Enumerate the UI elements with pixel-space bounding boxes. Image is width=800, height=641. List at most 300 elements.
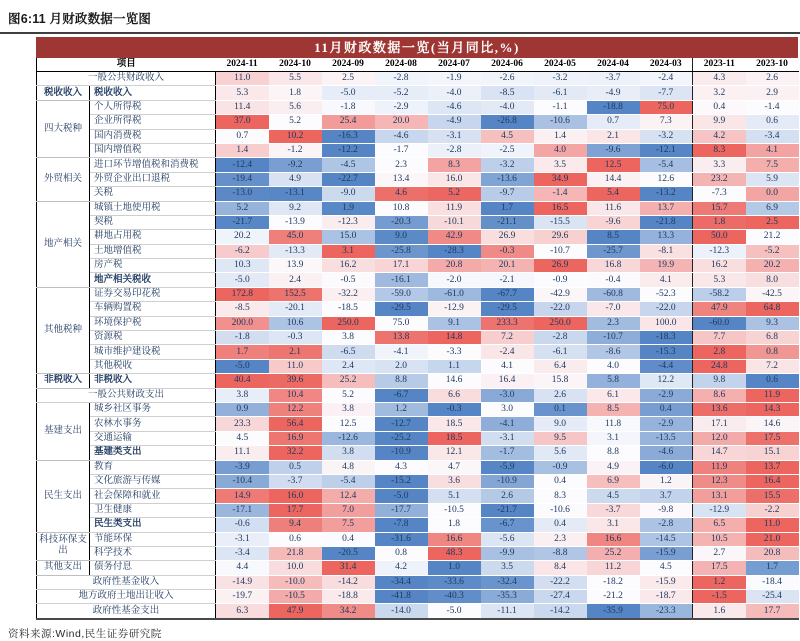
value-cell: -60.8 — [587, 287, 640, 301]
value-cell: 2.4 — [269, 273, 322, 287]
value-cell: 16.2 — [322, 259, 375, 273]
group-cell: 其他支出 — [37, 561, 90, 575]
value-cell: 1.8 — [428, 518, 481, 532]
value-cell: 39.6 — [269, 374, 322, 388]
value-cell: 16.6 — [428, 532, 481, 546]
value-cell: 9.9 — [693, 115, 746, 129]
value-cell: -25.2 — [375, 431, 428, 445]
group-cell: 地产相关 — [37, 201, 90, 287]
value-cell: -40.3 — [428, 590, 481, 604]
value-cell: -6.1 — [534, 345, 587, 359]
value-cell: 14.9 — [216, 489, 269, 503]
table-row — [37, 345, 799, 359]
value-cell: 20.1 — [481, 259, 534, 273]
value-cell: 2.3 — [534, 532, 587, 546]
value-cell: 8.4 — [534, 561, 587, 575]
value-cell: 25.4 — [322, 115, 375, 129]
value-cell: -0.9 — [534, 273, 587, 287]
value-cell: -0.4 — [587, 273, 640, 287]
value-cell: 5.2 — [322, 388, 375, 402]
value-cell: 5.6 — [269, 100, 322, 114]
value-cell: 4.3 — [375, 460, 428, 474]
value-cell: -12.1 — [640, 143, 693, 157]
table-row — [37, 302, 799, 316]
value-cell: 12.5 — [322, 417, 375, 431]
value-cell: 8.8 — [375, 374, 428, 388]
value-cell: 4.6 — [375, 187, 428, 201]
value-cell: 3.8 — [216, 388, 269, 402]
group-cell: 科技环保支出 — [37, 532, 90, 561]
value-cell: 9.4 — [269, 518, 322, 532]
value-cell: 31.4 — [322, 561, 375, 575]
value-cell: -21.7 — [481, 503, 534, 517]
value-cell: -29.5 — [481, 302, 534, 316]
value-cell: 4.2 — [693, 129, 746, 143]
value-cell: 10.3 — [216, 259, 269, 273]
value-cell: -2.0 — [428, 273, 481, 287]
value-cell: 233.3 — [481, 316, 534, 330]
column-header: 2023-11 — [693, 58, 746, 72]
value-cell: -3.7 — [269, 474, 322, 488]
value-cell: -10.6 — [534, 503, 587, 517]
table-row — [37, 72, 799, 86]
value-cell: 7.3 — [640, 115, 693, 129]
value-cell: -15.2 — [375, 474, 428, 488]
value-cell: 6.6 — [428, 388, 481, 402]
value-cell: 6.3 — [216, 604, 269, 619]
table-row — [37, 575, 799, 589]
value-cell: 9.3 — [746, 316, 799, 330]
value-cell: -35.3 — [481, 590, 534, 604]
row-label: 车辆购置税 — [90, 302, 216, 316]
table-row — [37, 460, 799, 474]
value-cell: -2.9 — [640, 388, 693, 402]
value-cell: 250.0 — [534, 316, 587, 330]
value-cell: 0.6 — [269, 532, 322, 546]
value-cell: 6.5 — [693, 518, 746, 532]
value-cell: 4.4 — [216, 561, 269, 575]
value-cell: 2.8 — [693, 345, 746, 359]
value-cell: 24.8 — [693, 359, 746, 373]
value-cell: 14.6 — [746, 417, 799, 431]
value-cell: -2.8 — [375, 72, 428, 86]
value-cell: 250.0 — [322, 316, 375, 330]
row-label: 交通运输 — [90, 431, 216, 445]
value-cell: 5.8 — [587, 374, 640, 388]
value-cell: 100.0 — [640, 316, 693, 330]
value-cell: 47.9 — [693, 302, 746, 316]
value-cell: -14.9 — [216, 575, 269, 589]
value-cell: 4.1 — [481, 359, 534, 373]
value-cell: 45.0 — [269, 230, 322, 244]
value-cell: 200.0 — [216, 316, 269, 330]
value-cell: -0.9 — [534, 460, 587, 474]
value-cell: -1.1 — [534, 100, 587, 114]
value-cell: -18.3 — [640, 331, 693, 345]
value-cell: 10.0 — [269, 561, 322, 575]
table-row — [37, 201, 799, 215]
table-header — [37, 58, 799, 72]
value-cell: -13.5 — [640, 431, 693, 445]
value-cell: -15.3 — [640, 345, 693, 359]
title-divider — [0, 32, 800, 34]
value-cell: -2.9 — [640, 417, 693, 431]
value-cell: 0.1 — [534, 402, 587, 416]
value-cell: -8.1 — [640, 244, 693, 258]
table-row — [37, 604, 799, 619]
value-cell: -2.4 — [481, 345, 534, 359]
value-cell: 2.0 — [375, 359, 428, 373]
value-cell: 2.4 — [322, 359, 375, 373]
value-cell: 0.8 — [375, 546, 428, 560]
value-cell: 3.5 — [534, 158, 587, 172]
table-row — [37, 187, 799, 201]
value-cell: 0.9 — [216, 402, 269, 416]
table-row — [37, 230, 799, 244]
value-cell: 4.5 — [216, 431, 269, 445]
value-cell: 0.5 — [269, 460, 322, 474]
value-cell: 20.2 — [746, 259, 799, 273]
value-cell: 17.5 — [746, 431, 799, 445]
value-cell: 4.5 — [481, 129, 534, 143]
value-cell: 17.1 — [693, 417, 746, 431]
value-cell: -12.7 — [375, 417, 428, 431]
value-cell: 9.1 — [428, 316, 481, 330]
value-cell: -60.0 — [693, 316, 746, 330]
value-cell: 3.6 — [428, 474, 481, 488]
value-cell: 4.7 — [428, 460, 481, 474]
source-note-prefix: 资料来源: — [8, 627, 56, 640]
value-cell: -2.8 — [534, 331, 587, 345]
value-cell: -1.2 — [269, 143, 322, 157]
value-cell: -20.1 — [269, 302, 322, 316]
value-cell: -6.5 — [322, 345, 375, 359]
value-cell: -3.9 — [216, 460, 269, 474]
value-cell: 1.2 — [375, 402, 428, 416]
column-header: 2024-07 — [428, 58, 481, 72]
value-cell: 0.0 — [746, 187, 799, 201]
value-cell: 2.7 — [693, 546, 746, 560]
value-cell: 20.8 — [428, 259, 481, 273]
value-cell: -1.4 — [746, 100, 799, 114]
row-label: 基建类支出 — [90, 446, 216, 460]
value-cell: 5.2 — [216, 201, 269, 215]
value-cell: -14.2 — [534, 604, 587, 619]
value-cell: 20.2 — [216, 230, 269, 244]
value-cell: -16.3 — [322, 129, 375, 143]
value-cell: 0.4 — [693, 100, 746, 114]
column-header: 2024-04 — [587, 58, 640, 72]
group-cell: 其他税种 — [37, 287, 90, 373]
value-cell: 18.5 — [428, 431, 481, 445]
value-cell: 7.7 — [693, 331, 746, 345]
table-row — [37, 143, 799, 157]
column-header: 2024-05 — [534, 58, 587, 72]
value-cell: 25.2 — [322, 374, 375, 388]
row-label: 个人所得税 — [90, 100, 216, 114]
value-cell: 37.0 — [216, 115, 269, 129]
value-cell: 25.2 — [587, 546, 640, 560]
value-cell: -25.7 — [587, 244, 640, 258]
table-row — [37, 273, 799, 287]
value-cell: 2.6 — [481, 489, 534, 503]
value-cell: -25.8 — [375, 244, 428, 258]
value-cell: 8.6 — [693, 388, 746, 402]
value-cell: 2.1 — [587, 129, 640, 143]
value-cell: 16.2 — [693, 259, 746, 273]
value-cell: 23.3 — [216, 417, 269, 431]
value-cell: -17.1 — [216, 503, 269, 517]
row-label: 一般公共财政支出 — [37, 388, 216, 402]
value-cell: 3.2 — [693, 86, 746, 100]
value-cell: -14.2 — [322, 575, 375, 589]
value-cell: -10.7 — [587, 331, 640, 345]
value-cell: -10.1 — [428, 215, 481, 229]
value-cell: -2.9 — [375, 100, 428, 114]
value-cell: -2.2 — [746, 503, 799, 517]
row-label: 国内消费税 — [90, 129, 216, 143]
value-cell: -19.4 — [216, 172, 269, 186]
figure-title: 图6:11 月财政数据一览图 — [8, 12, 152, 26]
value-cell: -20.5 — [322, 546, 375, 560]
value-cell: 5.9 — [746, 172, 799, 186]
value-cell: -16.1 — [375, 273, 428, 287]
value-cell: -10.9 — [375, 446, 428, 460]
value-cell: -10.7 — [534, 244, 587, 258]
group-cell: 非税收入 — [37, 374, 90, 388]
value-cell: 14.6 — [428, 374, 481, 388]
value-cell: 4.5 — [640, 561, 693, 575]
value-cell: -3.7 — [587, 503, 640, 517]
value-cell: 9.5 — [534, 431, 587, 445]
row-label: 债务付息 — [90, 561, 216, 575]
value-cell: -15.9 — [640, 575, 693, 589]
value-cell: -59.0 — [375, 287, 428, 301]
value-cell: 14.7 — [693, 446, 746, 460]
value-cell: 1.6 — [693, 604, 746, 619]
table-body — [37, 72, 799, 619]
value-cell: -32.2 — [322, 287, 375, 301]
value-cell: 1.1 — [428, 359, 481, 373]
value-cell: -3.2 — [534, 72, 587, 86]
value-cell: 17.5 — [693, 561, 746, 575]
value-cell: 17.7 — [269, 503, 322, 517]
value-cell: 8.8 — [587, 446, 640, 460]
value-cell: -0.5 — [322, 273, 375, 287]
value-cell: -2.6 — [481, 72, 534, 86]
value-cell: 6.4 — [534, 359, 587, 373]
value-cell: 3.3 — [693, 158, 746, 172]
value-cell: -21.2 — [587, 590, 640, 604]
value-cell: 3.5 — [481, 561, 534, 575]
value-cell: -41.8 — [375, 590, 428, 604]
value-cell: 4.0 — [534, 143, 587, 157]
value-cell: -0.3 — [269, 331, 322, 345]
value-cell: 10.5 — [693, 532, 746, 546]
value-cell: -4.6 — [375, 129, 428, 143]
value-cell: 5.6 — [534, 446, 587, 460]
value-cell: -5.4 — [640, 158, 693, 172]
value-cell: -6.7 — [481, 518, 534, 532]
source-note-text: Wind,民生证券研究院 — [55, 627, 162, 640]
value-cell: -3.1 — [216, 532, 269, 546]
value-cell: 1.9 — [322, 201, 375, 215]
value-cell: -61.0 — [428, 287, 481, 301]
value-cell: -35.9 — [587, 604, 640, 619]
value-cell: 11.9 — [746, 388, 799, 402]
value-cell: 6.9 — [587, 474, 640, 488]
value-cell: 15.0 — [322, 230, 375, 244]
value-cell: -5.2 — [375, 86, 428, 100]
table-row — [37, 518, 799, 532]
value-cell: 23.2 — [693, 172, 746, 186]
value-cell: 4.2 — [375, 561, 428, 575]
value-cell: -42.9 — [534, 287, 587, 301]
value-cell: 3.8 — [322, 331, 375, 345]
table-row — [37, 532, 799, 546]
value-cell: 11.4 — [216, 100, 269, 114]
value-cell: 13.9 — [269, 259, 322, 273]
value-cell: 1.7 — [746, 561, 799, 575]
row-label: 节能环保 — [90, 532, 216, 546]
row-label: 房产税 — [90, 259, 216, 273]
value-cell: -12.6 — [322, 431, 375, 445]
value-cell: 34.2 — [322, 604, 375, 619]
table-row — [37, 359, 799, 373]
value-cell: 21.8 — [269, 546, 322, 560]
value-cell: -9.7 — [481, 187, 534, 201]
table-row — [37, 417, 799, 431]
value-cell: -23.3 — [640, 604, 693, 619]
value-cell: -12.9 — [428, 302, 481, 316]
row-label: 土地增值税 — [90, 244, 216, 258]
value-cell: -3.1 — [481, 431, 534, 445]
value-cell: 5.2 — [428, 187, 481, 201]
value-cell: 11.2 — [587, 561, 640, 575]
value-cell: -5.0 — [428, 604, 481, 619]
value-cell: -0.6 — [216, 518, 269, 532]
value-cell: -33.6 — [428, 575, 481, 589]
value-cell: 0.6 — [746, 115, 799, 129]
value-cell: 12.2 — [269, 402, 322, 416]
source-note — [8, 626, 800, 641]
value-cell: 3.8 — [322, 446, 375, 460]
row-label: 政府性基金收入 — [37, 575, 216, 589]
value-cell: 5.1 — [428, 489, 481, 503]
fiscal-heatmap-table — [36, 58, 799, 620]
value-cell: -18.2 — [587, 575, 640, 589]
column-header: 2024-03 — [640, 58, 693, 72]
value-cell: 1.8 — [693, 215, 746, 229]
row-label: 企业所得税 — [90, 115, 216, 129]
value-cell: 1.4 — [216, 143, 269, 157]
column-header: 2024-09 — [322, 58, 375, 72]
value-cell: 16.8 — [587, 259, 640, 273]
value-cell: -2.4 — [640, 72, 693, 86]
value-cell: -1.8 — [322, 100, 375, 114]
value-cell: -1.5 — [693, 590, 746, 604]
value-cell: -1.4 — [534, 187, 587, 201]
value-cell: -10.6 — [534, 115, 587, 129]
value-cell: -4.1 — [375, 345, 428, 359]
value-cell: 12.2 — [640, 374, 693, 388]
row-label: 教育 — [90, 460, 216, 474]
value-cell: -1.7 — [375, 143, 428, 157]
value-cell: -6.2 — [216, 244, 269, 258]
value-cell: 13.8 — [375, 331, 428, 345]
value-cell: 32.2 — [269, 446, 322, 460]
value-cell: 12.1 — [428, 446, 481, 460]
value-cell: 8.0 — [746, 273, 799, 287]
value-cell: -31.6 — [375, 532, 428, 546]
row-label: 耕地占用税 — [90, 230, 216, 244]
value-cell: -3.4 — [216, 546, 269, 560]
value-cell: 13.1 — [693, 489, 746, 503]
value-cell: -14.5 — [640, 532, 693, 546]
value-cell: -9.9 — [481, 546, 534, 560]
table-row — [37, 503, 799, 517]
table-row — [37, 158, 799, 172]
table-row — [37, 115, 799, 129]
value-cell: -21.1 — [481, 215, 534, 229]
value-cell: -6.0 — [640, 460, 693, 474]
value-cell: 16.0 — [428, 172, 481, 186]
value-cell: -5.2 — [746, 244, 799, 258]
value-cell: 4.9 — [587, 460, 640, 474]
value-cell: 20.0 — [375, 115, 428, 129]
value-cell: 16.4 — [746, 474, 799, 488]
table-row — [37, 590, 799, 604]
value-cell: 16.0 — [269, 489, 322, 503]
table-row — [37, 561, 799, 575]
value-cell: -19.7 — [216, 590, 269, 604]
value-cell: 7.2 — [481, 331, 534, 345]
value-cell: 10.6 — [269, 316, 322, 330]
value-cell: 3.0 — [481, 402, 534, 416]
value-cell: 20.8 — [746, 546, 799, 560]
value-cell: -12.3 — [693, 244, 746, 258]
value-cell: -42.5 — [746, 287, 799, 301]
value-cell: -13.2 — [640, 187, 693, 201]
value-cell: -2.8 — [428, 143, 481, 157]
value-cell: 16.5 — [534, 201, 587, 215]
table-row — [37, 446, 799, 460]
value-cell: -4.1 — [481, 417, 534, 431]
row-label: 证券交易印花税 — [90, 287, 216, 301]
value-cell: -4.0 — [428, 86, 481, 100]
value-cell: 2.1 — [269, 345, 322, 359]
value-cell: -32.4 — [481, 575, 534, 589]
value-cell: 6.9 — [746, 201, 799, 215]
value-cell: 2.5 — [322, 72, 375, 86]
value-cell: 3.1 — [587, 431, 640, 445]
value-cell: 13.4 — [375, 172, 428, 186]
value-cell: 9.0 — [375, 230, 428, 244]
value-cell: 50.0 — [693, 230, 746, 244]
value-cell: 5.3 — [693, 273, 746, 287]
value-cell: -15.9 — [640, 546, 693, 560]
value-cell: 5.2 — [269, 115, 322, 129]
value-cell: -5.0 — [216, 359, 269, 373]
value-cell: -18.4 — [746, 575, 799, 589]
row-label: 文化旅游与传媒 — [90, 474, 216, 488]
value-cell: -12.2 — [322, 143, 375, 157]
value-cell: -8.6 — [587, 345, 640, 359]
row-label: 国内增值税 — [90, 143, 216, 157]
value-cell: 11.0 — [269, 359, 322, 373]
row-label: 城乡社区事务 — [90, 402, 216, 416]
value-cell: -17.7 — [375, 503, 428, 517]
